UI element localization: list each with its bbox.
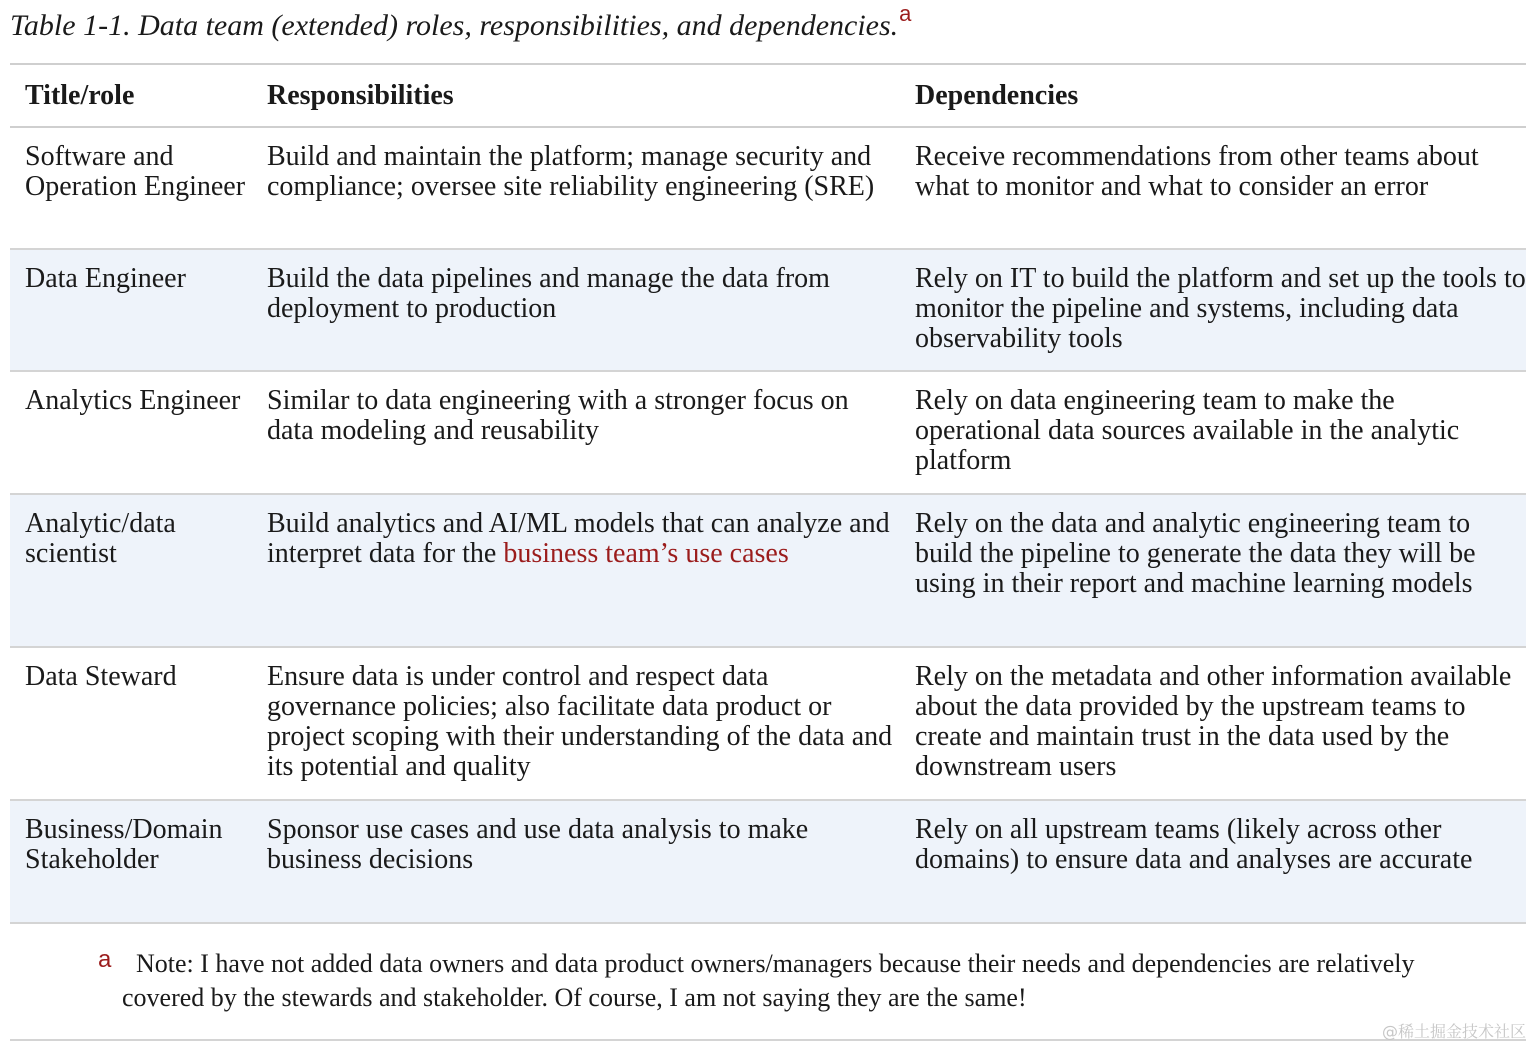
bottom-divider xyxy=(10,1039,1526,1041)
header-dependencies: Dependencies xyxy=(900,64,1526,127)
table-row xyxy=(10,371,1526,494)
dependencies-cell: Rely on the metadata and other information available about the data provided by the upstream teams to create and maintain trust in the data used by the downstream users xyxy=(900,647,1526,800)
responsibilities-cell: Build and maintain the platform; manage security and compliance; oversee site reliability engineering (SRE) xyxy=(252,127,900,249)
header-title-role: Title/role xyxy=(10,64,252,127)
caption-text: Table 1-1. Data team (extended) roles, responsibilities, and dependencies. xyxy=(10,9,899,42)
footnote-text: Note: I have not added data owners and data product owners/managers because their needs and dependencies are relatively covered by the stewards and stakeholder. Of course, I am not saying they are the same! xyxy=(122,949,1415,1012)
watermark: @稀土掘金技术社区 xyxy=(1381,1022,1526,1041)
table-row xyxy=(10,249,1526,371)
dependencies-cell: Rely on data engineering team to make the operational data sources available in the analytic platform xyxy=(900,371,1526,494)
role-cell: Analytics Engineer xyxy=(10,371,252,494)
table-row xyxy=(10,127,1526,249)
role-cell: Data Steward xyxy=(10,647,252,800)
responsibilities-cell: Sponsor use cases and use data analysis to make business decisions xyxy=(252,800,900,923)
table-row xyxy=(10,494,1526,647)
role-cell: Analytic/data scientist xyxy=(10,494,252,647)
table-caption xyxy=(10,1,912,50)
role-cell: Software and Operation Engineer xyxy=(10,127,252,249)
header-responsibilities: Responsibilities xyxy=(252,64,900,127)
table-header-row xyxy=(10,64,1526,127)
role-cell: Data Engineer xyxy=(10,249,252,371)
table-row xyxy=(10,647,1526,800)
dependencies-cell: Rely on the data and analytic engineering team to build the pipeline to generate the data they will be using in their report and machine learning models xyxy=(900,494,1526,647)
table-footnote xyxy=(98,947,1438,1015)
roles-table xyxy=(10,63,1526,924)
responsibilities-cell xyxy=(252,494,900,647)
dependencies-cell: Receive recommendations from other teams about what to monitor and what to consider an error xyxy=(900,127,1526,249)
responsibilities-cell: Similar to data engineering with a stronger focus on data modeling and reusability xyxy=(252,371,900,494)
table-row xyxy=(10,800,1526,923)
dependencies-cell: Rely on IT to build the platform and set up the tools to monitor the pipeline and systems, including data observability tools xyxy=(900,249,1526,371)
responsibilities-cell: Ensure data is under control and respect data governance policies; also facilitate data product or project scoping with their understanding of the data and its potential and quality xyxy=(252,647,900,800)
footnote-marker[interactable]: a xyxy=(98,946,112,973)
role-cell: Business/Domain Stakeholder xyxy=(10,800,252,923)
dependencies-cell: Rely on all upstream teams (likely across other domains) to ensure data and analyses are accurate xyxy=(900,800,1526,923)
business-use-cases-link[interactable]: business team’s use cases xyxy=(503,538,789,569)
responsibilities-cell: Build the data pipelines and manage the data from deployment to production xyxy=(252,249,900,371)
responsibilities-text: Build analytics and AI/ML models that can analyze and interpret data for the xyxy=(267,508,890,569)
caption-footnote-marker[interactable]: a xyxy=(899,1,912,26)
